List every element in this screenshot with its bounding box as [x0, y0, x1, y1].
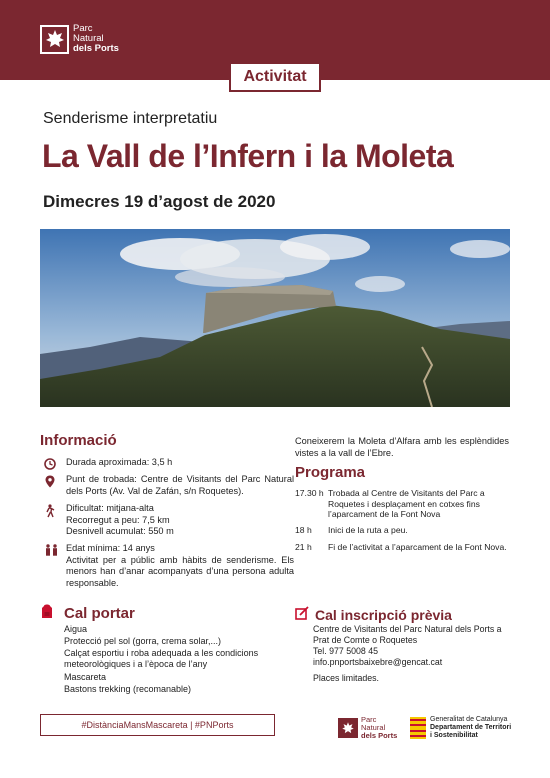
- meeting-point-row: [44, 474, 294, 497]
- edit-form-icon: [295, 606, 315, 623]
- program-time: 21 h: [295, 542, 312, 552]
- program-row: [295, 488, 508, 520]
- audience-text: Activitat per a públic amb hàbits de senderisme. Els menors han d’anar acompanyats d’una persona adulta responsable.: [66, 554, 294, 588]
- page-title: La Vall de l’Infern i la Moleta: [42, 138, 454, 174]
- backpack-icon: [40, 603, 64, 623]
- logo-line-1: Parc: [73, 23, 93, 34]
- min-age-text: Edat mínima: 14 anys: [66, 543, 155, 553]
- difficulty-text: Dificultat: mitjana-alta: [66, 503, 154, 513]
- leaf-icon: [40, 25, 69, 54]
- program-row: [295, 542, 508, 553]
- inscripcio-heading: [295, 606, 452, 623]
- duration-text: Durada aproximada: 3,5 h: [66, 457, 173, 467]
- activitat-badge: Activitat: [229, 62, 321, 92]
- programa-heading: Programa: [295, 464, 366, 481]
- inscripcio-email[interactable]: info.pnportsbaixebre@gencat.cat: [313, 657, 443, 667]
- footer-gen-line-3: i Sostenibilitat: [430, 732, 478, 739]
- inscripcio-location: Centre de Visitants del Parc Natural dels Ports a Prat de Comte o Roquetes: [313, 624, 502, 645]
- footer-pn-line-2: Natural: [361, 723, 386, 732]
- cal-item-clothing: Calçat esportiu i roba adequada a les condicions meteorològiques i a l’època de l’any: [64, 648, 259, 669]
- difficulty-row: [44, 503, 294, 538]
- leaf-icon: [338, 718, 358, 738]
- meeting-point-text: Punt de trobada: Centre de Visitants del Parc Natural dels Ports (Av. Val de Zafán, s/n Roquetes).: [66, 474, 294, 496]
- distance-text: Recorregut a peu: 7,5 km: [66, 514, 170, 525]
- age-row: [44, 543, 294, 589]
- hashtag-box[interactable]: #DistànciaMansMascareta | #PNPorts: [40, 714, 275, 736]
- event-date: Dimecres 19 d’agost de 2020: [43, 192, 276, 211]
- cal-portar-title: Cal portar: [64, 604, 135, 622]
- cal-item-mask: Mascareta: [64, 672, 107, 682]
- senyera-icon: [410, 717, 426, 739]
- clock-icon: [44, 457, 66, 474]
- generalitat-logo[interactable]: [410, 716, 511, 740]
- footer-gen-line-2: Departament de Territori: [430, 724, 512, 731]
- inscripcio-title: Cal inscripció prèvia: [315, 606, 452, 623]
- elevation-text: Desnivell acumulat: 550 m: [66, 526, 174, 536]
- inscripcio-note: Places limitades.: [313, 673, 380, 683]
- footer-pn-line-1: Parc: [361, 715, 377, 724]
- cal-portar-heading: [40, 603, 135, 623]
- program-desc: Trobada al Centre de Visitants del Parc a Roquetes i desplaçament en cotxes fins l’aparcament de la Font Nova: [328, 488, 485, 519]
- program-time: 18 h: [295, 525, 312, 535]
- hiker-icon: [44, 503, 66, 538]
- logo-line-3: dels Ports: [73, 43, 119, 54]
- cal-item-water: Aigua: [64, 624, 88, 634]
- location-pin-icon: [44, 474, 66, 497]
- footer-gen-line-1: Generalitat de Catalunya: [430, 716, 508, 723]
- footer-parc-natural-logo[interactable]: [338, 716, 397, 740]
- cal-item-sun-protection: Protecció pel sol (gorra, crema solar,...): [64, 636, 222, 646]
- landscape-photo: [40, 229, 510, 407]
- inscripcio-phone[interactable]: Tel. 977 5008 45: [313, 646, 379, 656]
- parc-natural-logo[interactable]: [40, 24, 119, 54]
- program-desc: Fi de l’activitat a l’aparcament de la Font Nova.: [328, 542, 507, 552]
- program-desc: Inici de la ruta a peu.: [328, 525, 408, 535]
- subtitle: Senderisme interpretatiu: [43, 110, 218, 127]
- duration-row: [44, 457, 294, 474]
- intro-text: Coneixerem la Moleta d’Alfara amb les esplèndides vistes a la vall de l’Ebre.: [295, 436, 509, 458]
- cal-item-trekking-poles: Bastons trekking (recomanable): [64, 684, 192, 694]
- people-icon: [44, 543, 66, 589]
- logo-line-2: Natural: [73, 33, 104, 44]
- program-time: 17.30 h: [295, 488, 324, 498]
- program-row: [295, 525, 508, 536]
- info-heading: Informació: [40, 432, 117, 449]
- footer-pn-line-3: dels Ports: [361, 731, 398, 740]
